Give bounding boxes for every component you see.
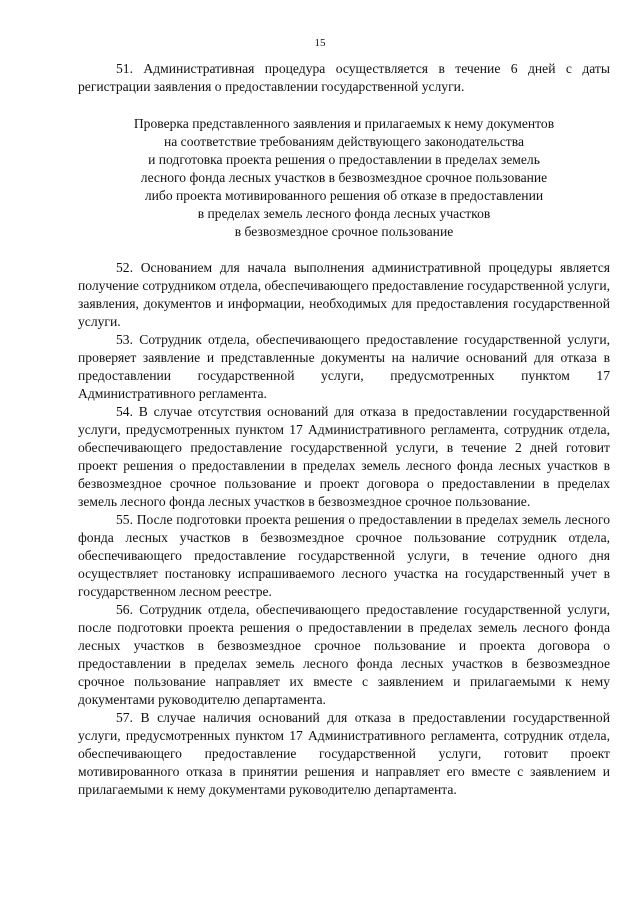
- paragraph-52: 52. Основанием для начала выполнения административной процедуры является получение сотрудником отдела, обеспечивающего предоставление государственной услуги, заявления, документов и информации, необходимых для предоставления государственной услуги.: [78, 260, 611, 329]
- paragraph-51: 51. Административная процедура осуществляется в течение 6 дней с даты регистрации заявления о предоставлении государственной услуги.: [78, 61, 610, 94]
- document-body: [78, 60, 610, 799]
- heading-line: в безвозмездное срочное пользование: [234, 224, 454, 239]
- paragraph-57: 57. В случае наличия оснований для отказа в предоставлении государственной услуги, предусмотренных пунктом 17 Административного регламента, сотрудник отдела, обеспечивающего предоставление государственной услуги, готовит проект мотивированного отказа в принятии решения и направляет его вместе с заявлением и прилагаемыми к нему документами руководителю департамента.: [78, 710, 610, 797]
- heading-line: Проверка представленного заявления и прилагаемых к нему документов: [133, 116, 555, 131]
- page-number: 15: [314, 37, 326, 49]
- heading-line: на соответствие требованиям действующего законодательства: [163, 134, 525, 149]
- paragraph-55: 55. После подготовки проекта решения о предоставлении в пределах земель лесного фонда лесных участков в безвозмездное срочное пользование сотрудник отдела, обеспечивающего предоставление государственной услуги, в течение одного дня осуществляет постановку испрашиваемого лесного участка на государственный учет в государственном лесном реестре.: [78, 512, 610, 599]
- paragraph-53: 53. Сотрудник отдела, обеспечивающего предоставление государственной услуги, проверяет заявление и представленные документы на наличие оснований для отказа в предоставлении государственной услуги, предусмотренных пунктом 17 Административного регламента.: [78, 332, 610, 401]
- heading-line: либо проекта мотивированного решения об отказе в предоставлении: [144, 188, 544, 203]
- heading-line: лесного фонда лесных участков в безвозмездное срочное пользование: [140, 170, 548, 185]
- section-heading: [78, 115, 610, 241]
- paragraph-56: 56. Сотрудник отдела, обеспечивающего предоставление государственной услуги, после подготовки проекта решения о предоставлении в пределах земель лесного фонда лесных участков в безвозмездное срочное пользование и проекта договора о предоставлении в пределах земель лесного фонда лесных участков в безвозмездное срочное пользование направляет их вместе с заявлением и прилагаемыми к нему документами руководителю департамента.: [78, 602, 610, 707]
- heading-line: в пределах земель лесного фонда лесных участков: [197, 206, 491, 221]
- paragraph-54: 54. В случае отсутствия оснований для отказа в предоставлении государственной услуги, предусмотренных пунктом 17 Административного регламента, сотрудник отдела, обеспечивающего предоставление государственной услуги, в течение 2 дней готовит проект решения о предоставлении в пределах земель лесного фонда лесных участков в безвозмездное срочное пользование и проект договора о предоставлении в пределах земель лесного фонда лесных участков в безвозмездное срочное пользование.: [78, 404, 610, 509]
- heading-line: и подготовка проекта решения о предоставлении в пределах земель: [148, 152, 540, 167]
